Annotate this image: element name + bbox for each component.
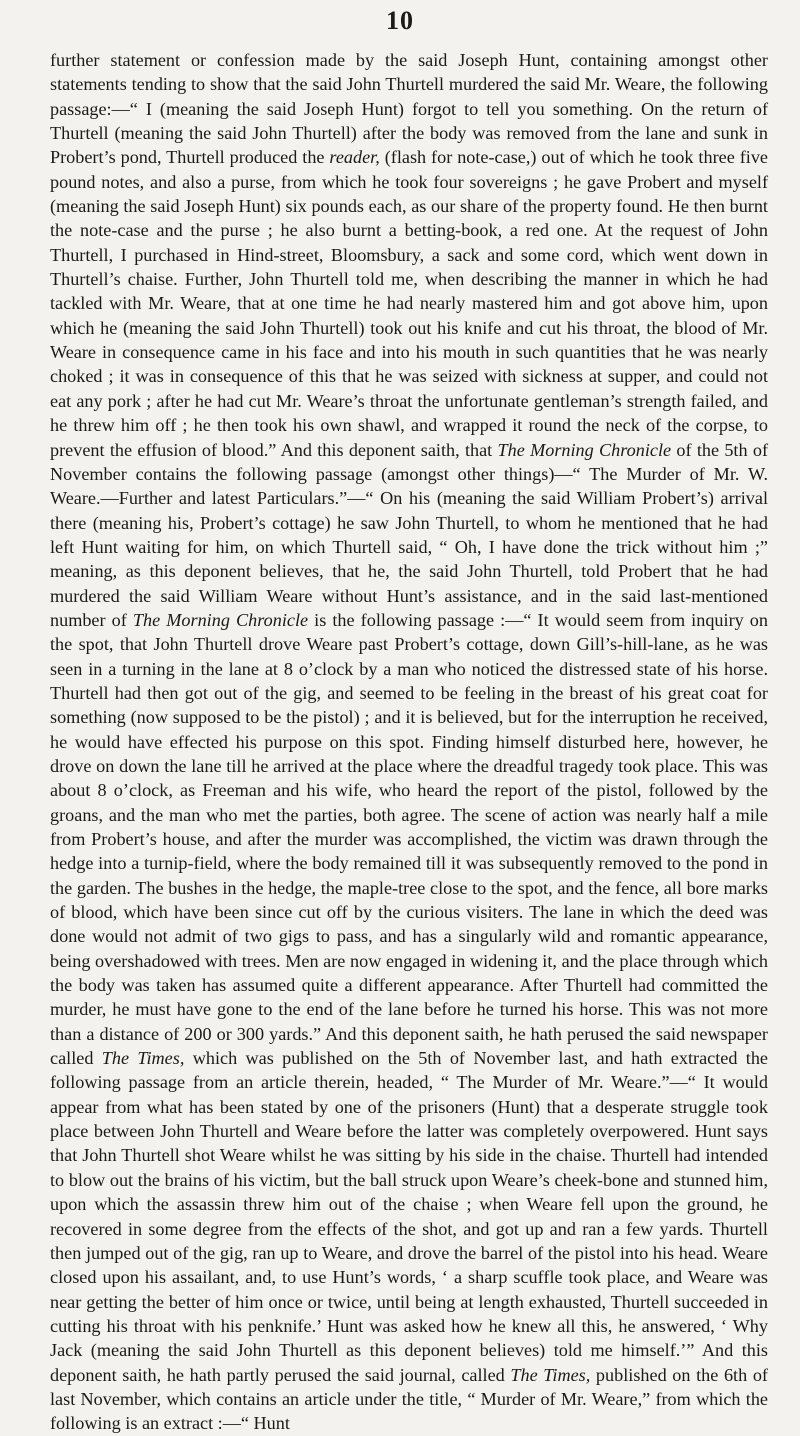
text-run: published on the 6th of last November, which contains an article under the title, “ Murder of Mr. Weare,” from which the following is an extract :—“ Hunt <box>50 1364 768 1434</box>
text-run: (flash for note-case,) out of which he took three five pound notes, and also a purse, from which he took four sovereigns ; he gave Probert and myself (meaning the said Joseph Hunt) six pounds each, as our share of the property found. He then burnt the note-case and the purse ; he also burnt a betting-book, a red one. At the request of John Thurtell, I purchased in Hind-street, Bloomsbury, a sack and some cord, which went down in Thurtell’s chaise. Further, John Thurtell told me, when describing the manner in which he had tackled with Mr. Weare, that at one time he had nearly mastered him and got above him, upon which he (meaning the said John Thurtell) took out his knife and cut his throat, the blood of Mr. Weare in consequence came in his face and into his mouth in such quantities that he was nearly choked ; it was in consequence of this that he was seized with sickness at supper, and could not eat any pork ; after he had cut Mr. Weare’s throat the unfortunate gentleman’s strength failed, and he threw him off ; he then took his own shawl, and wrapped it round the neck of the corpse, to prevent the effusion of blood.” And this deponent saith, that <box>50 147 768 460</box>
italic-text-run: reader, <box>329 147 380 168</box>
text-run: is the following passage :—“ It would seem from inquiry on the spot, that John Thurtell drove Weare past Probert’s cottage, down Gill’s-hill-lane, as he was seen in a turning in the lane at 8 o’clock by a man who noticed the distressed state of his horse. Thurtell had then got out of the gig, and seemed to be feeling in the breast of his great coat for something (now supposed to be the pistol) ; and it is believed, but for the interruption he received, he would have effected his purpose on this spot. Finding himself disturbed here, however, he drove on down the lane till he arrived at the place where the dreadful tragedy took place. This was about 8 o’clock, as Freeman and his wife, who heard the report of the pistol, followed by the groans, and the man who met the parties, both agree. The scene of action was nearly half a mile from Probert’s house, and after the murder was accomplished, the victim was drawn through the hedge into a turnip-field, where the body remained till it was subsequently removed to the pond in the garden. The bushes in the hedge, the maple-tree close to the spot, and the fence, all bore marks of blood, which have been since cut off by the curious visiters. The lane in which the deed was done would not admit of two gigs to pass, and has a singularly wild and romantic appearance, being overshadowed with trees. Men are now engaged in widening it, and the place through which the body was taken has assumed quite a different appearance. After Thurtell had committed the murder, he must have gone to the end of the lane before he turned his horse. This was not more than a distance of 200 or 300 yards.” And this deponent saith, he hath perused the said newspaper called <box>50 609 768 1069</box>
newspaper-title: The Times, <box>510 1364 591 1385</box>
text-run: further statement or confession made by the said Joseph Hunt, containing amongst other statements tending to show that the said John Thurtell murdered the said Mr. Weare, the following passage:—“ I (meaning the said Joseph Hunt) forgot to tell you something. On the return of Thurtell (meaning the said John Thurtell) after the body was removed from the lane and sunk in Probert’s pond, Thurtell produced the <box>50 50 768 168</box>
newspaper-title: The Morning Chronicle <box>132 609 309 630</box>
text-run: which was published on the 5th of November last, and hath extracted the following passage from an article therein, headed, “ The Murder of Mr. Weare.”—“ It would appear from what has been stated by one of the prisoners (Hunt) that a desperate struggle took place between John Thurtell and Weare before the latter was completely overpowered. Hunt says that John Thurtell shot Weare whilst he was sitting by his side in the chaise. Thurtell had intended to blow out the brains of his victim, but the ball struck upon Weare’s cheek-bone and stunned him, upon which the assassin threw him out of the chaise ; when Weare fell upon the ground, he recovered in some degree from the effects of the shot, and got up and ran a few yards. Thurtell then jumped out of the gig, ran up to Weare, and drove the barrel of the pistol into his head. Weare closed upon his assailant, and, to use Hunt’s words, ‘ a sharp scuffle took place, and Weare was near getting the better of him once or twice, until being at length exhausted, Thurtell succeeded in cutting his throat with his penknife.’ Hunt was asked how he knew all this, he answered, ‘ Why Jack (meaning the said John Thurtell as this deponent believes) told me himself.’” And this deponent saith, he hath partly perused the said journal, called <box>50 1048 769 1385</box>
text-run: of the 5th of November contains the following passage (amongst other things)—“ The Murder of Mr. W. Weare.—Further and latest Particulars.”—“ On his (meaning the said William Probert’s) arrival there (meaning his, Probert’s cottage) he saw John Thurtell, to whom he mentioned that he had left Hunt waiting for him, on which Thurtell said, “ Oh, I have done the trick without him ;” meaning, as this deponent believes, that he, the said John Thurtell, told Probert that he had murdered the said William Weare without Hunt’s assistance, and in the said last-mentioned number of <box>50 439 768 630</box>
body-paragraph <box>50 48 768 1436</box>
page-number: 10 <box>386 6 414 35</box>
newspaper-title: The Morning Chronicle <box>497 439 672 460</box>
newspaper-title: The Times, <box>101 1048 185 1069</box>
